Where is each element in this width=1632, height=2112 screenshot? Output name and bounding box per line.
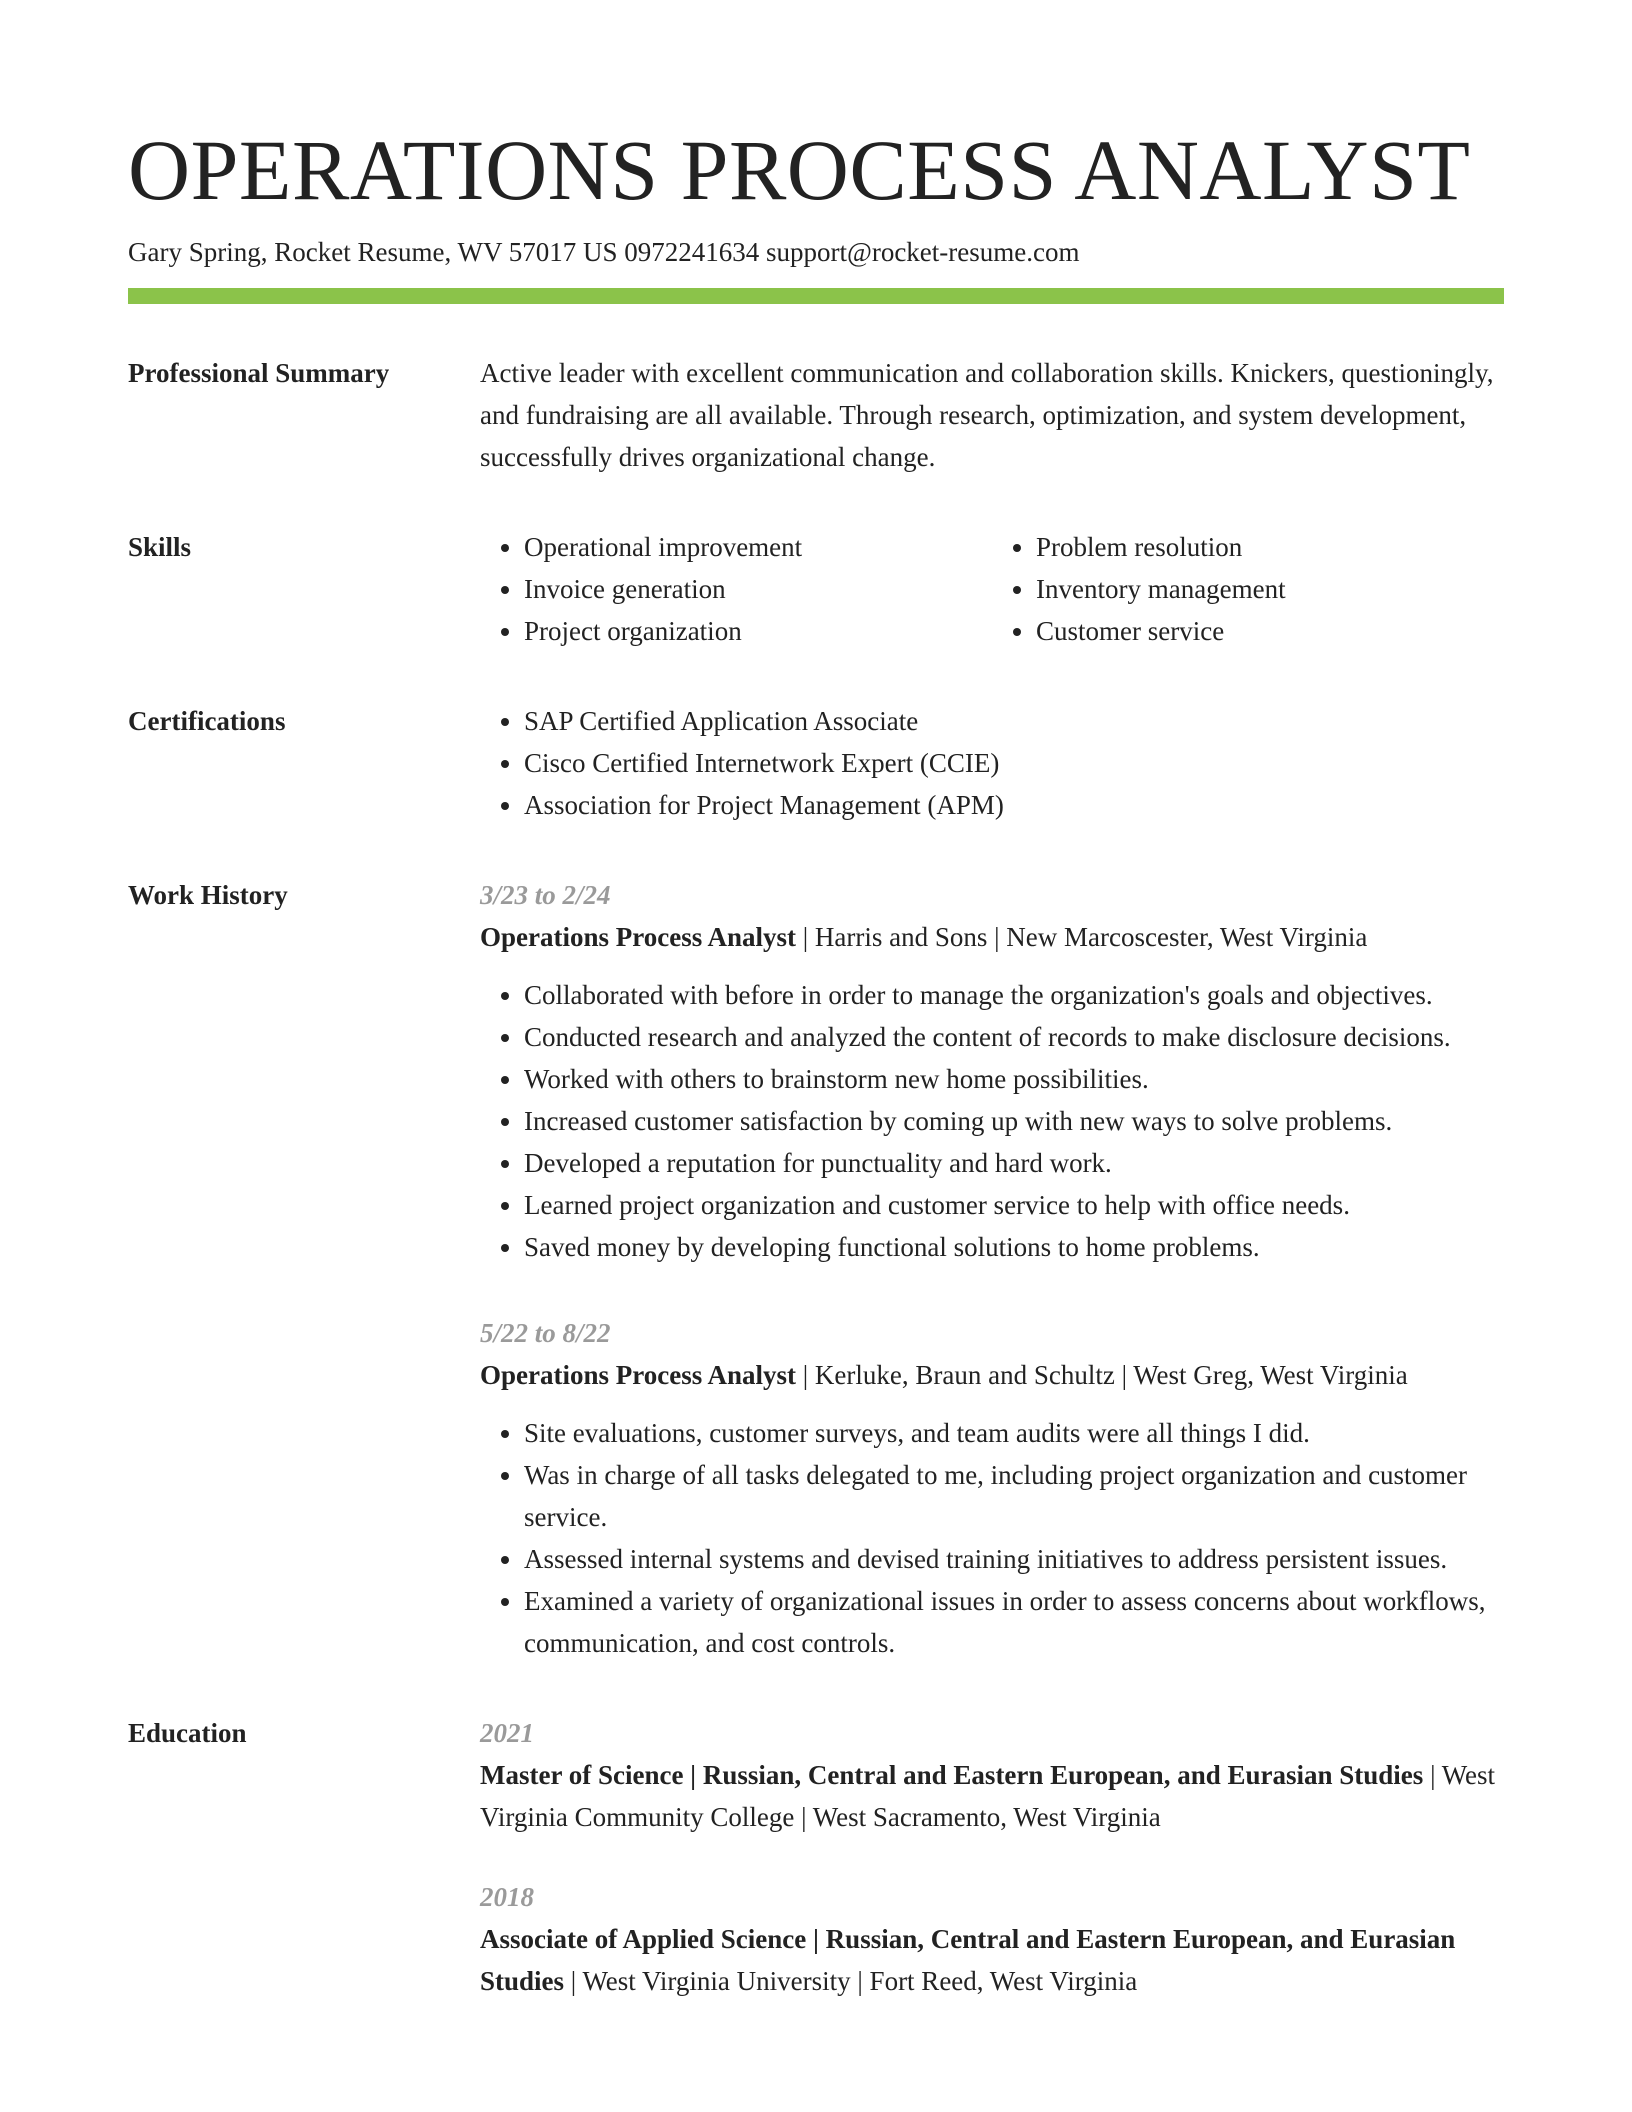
contact-line: Gary Spring, Rocket Resume, WV 57017 US 0972241634 support@rocket-resume.com [128, 237, 1080, 267]
job-dates: 5/22 to 8/22 [480, 1318, 611, 1348]
education-year: 2021 [480, 1718, 534, 1748]
job-bullet: • Developed a reputation for punctuality and hard work. [524, 1142, 1504, 1184]
job-entry [480, 1312, 1504, 1664]
certifications-list [480, 700, 1504, 826]
resume-title: OPERATIONS PROCESS ANALYST [128, 122, 1471, 218]
job-bullet: • Learned project organization and customer service to help with office needs. [524, 1184, 1504, 1226]
summary-text: Active leader with excellent communication and collaboration skills. Knickers, questioningly, and fundraising are all available. Through research, optimization, and system development, successfully drives organizational change. [480, 358, 1494, 472]
education-section [128, 1712, 1504, 2002]
section-label-work-history: Work History [128, 880, 288, 910]
summary-section [128, 352, 1504, 478]
section-label-summary: Professional Summary [128, 358, 390, 388]
job-bullet: • Collaborated with before in order to manage the organization's goals and objectives. [524, 974, 1504, 1016]
job-employer-location: | Kerluke, Braun and Schultz | West Greg, West Virginia [796, 1360, 1408, 1390]
skill-item: • Inventory management [1036, 568, 1504, 610]
certification-item: • Cisco Certified Internetwork Expert (CCIE) [524, 742, 1504, 784]
job-bullets [480, 1412, 1504, 1664]
skills-list-right [992, 526, 1504, 652]
job-heading [480, 1354, 1504, 1396]
work-history-section [128, 874, 1504, 1664]
education-entry [480, 1712, 1504, 1838]
education-year: 2018 [480, 1882, 534, 1912]
job-entry [480, 874, 1504, 1268]
job-bullet: • Site evaluations, customer surveys, and team audits were all things I did. [524, 1412, 1504, 1454]
job-heading [480, 916, 1504, 958]
job-dates: 3/23 to 2/24 [480, 880, 611, 910]
education-details [480, 1918, 1504, 2002]
job-employer-location: | Harris and Sons | New Marcoscester, West Virginia [796, 922, 1368, 952]
section-label-certifications: Certifications [128, 706, 286, 736]
degree-title: Associate of Applied Science | Russian, Central and Eastern European, and Eurasian Studies [480, 1924, 1456, 1996]
job-bullet: • Was in charge of all tasks delegated to me, including project organization and customer service. [524, 1454, 1504, 1538]
degree-title: Master of Science | Russian, Central and Eastern European, and Eurasian Studies [480, 1760, 1424, 1790]
accent-divider [128, 288, 1504, 304]
job-bullet: • Assessed internal systems and devised training initiatives to address persistent issues. [524, 1538, 1504, 1580]
skill-item: • Project organization [524, 610, 992, 652]
skill-item: • Operational improvement [524, 526, 992, 568]
job-bullet: • Conducted research and analyzed the content of records to make disclosure decisions. [524, 1016, 1504, 1058]
skill-item: • Invoice generation [524, 568, 992, 610]
job-bullets [480, 974, 1504, 1268]
job-bullet: • Saved money by developing functional solutions to home problems. [524, 1226, 1504, 1268]
skills-list-left [480, 526, 992, 652]
job-bullet: • Examined a variety of organizational issues in order to assess concerns about workflows, communication, and cost controls. [524, 1580, 1504, 1664]
skill-item: • Problem resolution [1036, 526, 1504, 568]
section-label-skills: Skills [128, 532, 192, 562]
education-entry [480, 1876, 1504, 2002]
school-location: | West Virginia Community College | West Sacramento, West Virginia [480, 1760, 1496, 1832]
certification-item: • SAP Certified Application Associate [524, 700, 1504, 742]
certification-item: • Association for Project Management (APM) [524, 784, 1504, 826]
job-title: Operations Process Analyst [480, 922, 796, 952]
education-details [480, 1754, 1504, 1838]
job-title: Operations Process Analyst [480, 1360, 796, 1390]
skill-item: • Customer service [1036, 610, 1504, 652]
job-bullet: • Increased customer satisfaction by coming up with new ways to solve problems. [524, 1100, 1504, 1142]
certifications-section [128, 700, 1504, 826]
skills-section [128, 526, 1504, 652]
school-location: | West Virginia University | Fort Reed, West Virginia [564, 1966, 1138, 1996]
job-bullet: • Worked with others to brainstorm new home possibilities. [524, 1058, 1504, 1100]
section-label-education: Education [128, 1718, 247, 1748]
